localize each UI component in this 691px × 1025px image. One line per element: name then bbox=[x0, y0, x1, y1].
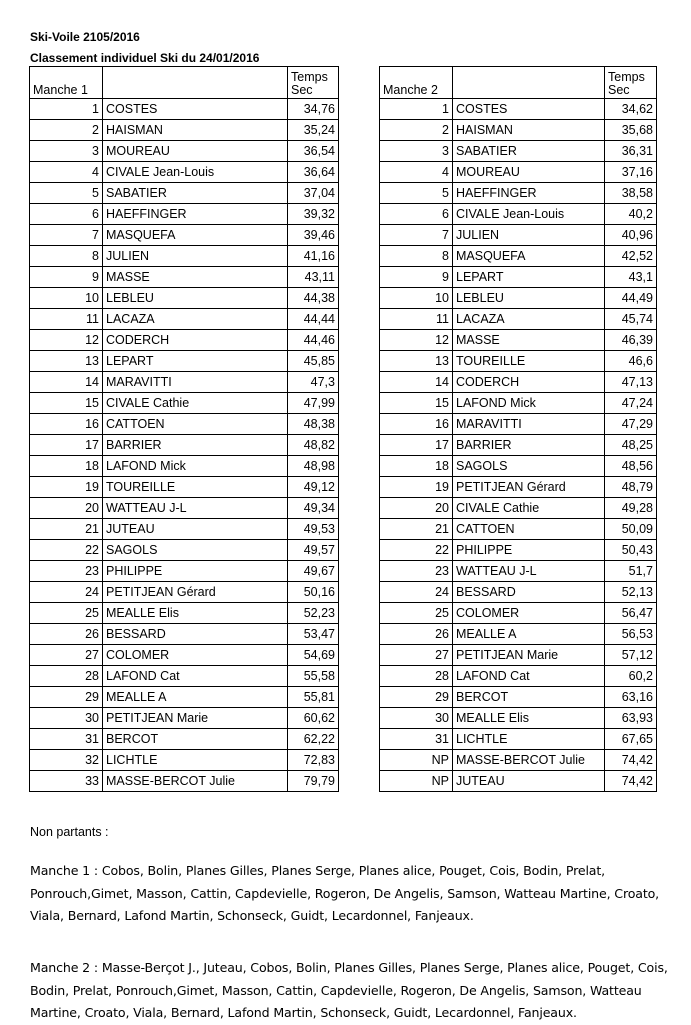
name-cell: LAFOND Mick bbox=[103, 456, 288, 477]
name-cell: LAFOND Cat bbox=[453, 666, 605, 687]
time-column-header bbox=[605, 67, 657, 99]
name-cell: BARRIER bbox=[103, 435, 288, 456]
table-row bbox=[380, 246, 657, 267]
table-row bbox=[30, 162, 339, 183]
table-row bbox=[380, 687, 657, 708]
non-partants-title: Non partants : bbox=[30, 825, 109, 839]
time-cell: 63,93 bbox=[605, 708, 657, 729]
table-row bbox=[380, 393, 657, 414]
rank-cell: 25 bbox=[30, 603, 103, 624]
table-row bbox=[380, 603, 657, 624]
rank-cell: 12 bbox=[30, 330, 103, 351]
name-column-header bbox=[453, 67, 605, 99]
time-cell: 48,79 bbox=[605, 477, 657, 498]
rank-cell: 14 bbox=[30, 372, 103, 393]
time-cell: 60,62 bbox=[288, 708, 339, 729]
rank-cell: 10 bbox=[380, 288, 453, 309]
time-header-line-1: Temps bbox=[608, 70, 645, 84]
table-row bbox=[380, 561, 657, 582]
rank-cell: 15 bbox=[380, 393, 453, 414]
name-cell: MASSE-BERCOT Julie bbox=[103, 771, 288, 792]
table-row bbox=[380, 435, 657, 456]
name-cell: JULIEN bbox=[103, 246, 288, 267]
time-cell: 44,49 bbox=[605, 288, 657, 309]
time-cell: 67,65 bbox=[605, 729, 657, 750]
rank-cell: 4 bbox=[380, 162, 453, 183]
name-cell: PETITJEAN Marie bbox=[453, 645, 605, 666]
time-cell: 50,09 bbox=[605, 519, 657, 540]
rank-cell: 32 bbox=[30, 750, 103, 771]
table-row bbox=[380, 540, 657, 561]
table-row bbox=[30, 288, 339, 309]
time-cell: 48,38 bbox=[288, 414, 339, 435]
table-row bbox=[30, 246, 339, 267]
table-row bbox=[30, 519, 339, 540]
name-cell: PHILIPPE bbox=[103, 561, 288, 582]
time-cell: 55,58 bbox=[288, 666, 339, 687]
time-cell: 37,16 bbox=[605, 162, 657, 183]
table-row bbox=[380, 729, 657, 750]
table-row bbox=[30, 435, 339, 456]
time-cell: 49,57 bbox=[288, 540, 339, 561]
table-row bbox=[30, 666, 339, 687]
name-cell: COSTES bbox=[453, 99, 605, 120]
rank-cell: 33 bbox=[30, 771, 103, 792]
rank-cell: 9 bbox=[30, 267, 103, 288]
time-cell: 49,53 bbox=[288, 519, 339, 540]
rank-cell: 30 bbox=[380, 708, 453, 729]
table-row bbox=[380, 771, 657, 792]
name-cell: CIVALE Cathie bbox=[103, 393, 288, 414]
name-cell: HAISMAN bbox=[103, 120, 288, 141]
rank-cell: 21 bbox=[380, 519, 453, 540]
rank-cell: 22 bbox=[380, 540, 453, 561]
name-cell: PHILIPPE bbox=[453, 540, 605, 561]
non-partants-manche-2: Manche 2 : Masse-Berçot J., Juteau, Cobos, Bolin, Planes Gilles, Planes Serge, Planes alice, Pouget, Cois, Bodin, Prelat, Ponrouch,Gimet, Masson, Cattin, Capdevielle, Rogeron, De Angelis, Samson, Watteau Martine, Croato, Viala, Bernard, Lafond Martin, Schonseck, Guidt, Lecardonnel, Fanjeaux. bbox=[30, 960, 668, 1020]
time-cell: 36,64 bbox=[288, 162, 339, 183]
manche-label: Manche 1 bbox=[30, 67, 103, 99]
table-row bbox=[30, 708, 339, 729]
table-row bbox=[30, 603, 339, 624]
rank-cell: 30 bbox=[30, 708, 103, 729]
rank-cell: 6 bbox=[380, 204, 453, 225]
rank-cell: 26 bbox=[380, 624, 453, 645]
table-row bbox=[380, 141, 657, 162]
rank-cell: 29 bbox=[380, 687, 453, 708]
time-cell: 48,82 bbox=[288, 435, 339, 456]
time-cell: 51,7 bbox=[605, 561, 657, 582]
table-row bbox=[30, 582, 339, 603]
rank-cell: 27 bbox=[30, 645, 103, 666]
rank-cell: 26 bbox=[30, 624, 103, 645]
rank-cell: 20 bbox=[30, 498, 103, 519]
table-row bbox=[30, 477, 339, 498]
rank-cell: NP bbox=[380, 771, 453, 792]
time-cell: 40,96 bbox=[605, 225, 657, 246]
time-cell: 49,28 bbox=[605, 498, 657, 519]
name-cell: BERCOT bbox=[103, 729, 288, 750]
time-cell: 44,38 bbox=[288, 288, 339, 309]
table-row bbox=[380, 582, 657, 603]
time-cell: 40,2 bbox=[605, 204, 657, 225]
name-cell: CODERCH bbox=[453, 372, 605, 393]
name-cell: MARAVITTI bbox=[453, 414, 605, 435]
time-cell: 47,24 bbox=[605, 393, 657, 414]
name-cell: HAEFFINGER bbox=[453, 183, 605, 204]
table-row bbox=[30, 204, 339, 225]
time-cell: 49,34 bbox=[288, 498, 339, 519]
name-cell: MEALLE A bbox=[103, 687, 288, 708]
time-cell: 54,69 bbox=[288, 645, 339, 666]
rank-cell: 1 bbox=[380, 99, 453, 120]
time-cell: 56,53 bbox=[605, 624, 657, 645]
rank-cell: 6 bbox=[30, 204, 103, 225]
rank-cell: 23 bbox=[30, 561, 103, 582]
table-row bbox=[380, 519, 657, 540]
rank-cell: 18 bbox=[30, 456, 103, 477]
time-cell: 45,85 bbox=[288, 351, 339, 372]
rank-cell: 17 bbox=[30, 435, 103, 456]
time-cell: 46,6 bbox=[605, 351, 657, 372]
table-row bbox=[380, 183, 657, 204]
time-cell: 34,76 bbox=[288, 99, 339, 120]
time-cell: 57,12 bbox=[605, 645, 657, 666]
time-cell: 37,04 bbox=[288, 183, 339, 204]
time-cell: 43,1 bbox=[605, 267, 657, 288]
rank-cell: 7 bbox=[30, 225, 103, 246]
name-cell: WATTEAU J-L bbox=[453, 561, 605, 582]
time-header-line-1: Temps bbox=[291, 70, 328, 84]
rank-cell: 24 bbox=[30, 582, 103, 603]
time-cell: 74,42 bbox=[605, 750, 657, 771]
time-cell: 38,58 bbox=[605, 183, 657, 204]
name-cell: MASQUEFA bbox=[103, 225, 288, 246]
table-row bbox=[380, 288, 657, 309]
time-cell: 48,25 bbox=[605, 435, 657, 456]
table-row bbox=[380, 750, 657, 771]
rank-cell: 16 bbox=[380, 414, 453, 435]
time-cell: 72,83 bbox=[288, 750, 339, 771]
name-cell: SAGOLS bbox=[453, 456, 605, 477]
name-cell: LEBLEU bbox=[453, 288, 605, 309]
table-row bbox=[30, 351, 339, 372]
name-cell: CIVALE Jean-Louis bbox=[453, 204, 605, 225]
name-cell: LACAZA bbox=[103, 309, 288, 330]
rank-cell: 23 bbox=[380, 561, 453, 582]
rank-cell: 13 bbox=[30, 351, 103, 372]
time-cell: 47,29 bbox=[605, 414, 657, 435]
time-cell: 53,47 bbox=[288, 624, 339, 645]
name-cell: SABATIER bbox=[103, 183, 288, 204]
table-row bbox=[380, 225, 657, 246]
time-cell: 62,22 bbox=[288, 729, 339, 750]
time-cell: 47,13 bbox=[605, 372, 657, 393]
name-cell: CATTOEN bbox=[103, 414, 288, 435]
table-row bbox=[380, 498, 657, 519]
table-row bbox=[30, 393, 339, 414]
rank-cell: 5 bbox=[30, 183, 103, 204]
name-column-header bbox=[103, 67, 288, 99]
rank-cell: 24 bbox=[380, 582, 453, 603]
name-cell: TOUREILLE bbox=[453, 351, 605, 372]
time-cell: 39,46 bbox=[288, 225, 339, 246]
rank-cell: 2 bbox=[380, 120, 453, 141]
table-row bbox=[380, 624, 657, 645]
name-cell: CIVALE Jean-Louis bbox=[103, 162, 288, 183]
time-cell: 34,62 bbox=[605, 99, 657, 120]
rank-cell: 28 bbox=[380, 666, 453, 687]
rank-cell: 16 bbox=[30, 414, 103, 435]
table-row bbox=[30, 225, 339, 246]
table-row bbox=[30, 267, 339, 288]
name-cell: LEPART bbox=[103, 351, 288, 372]
time-cell: 60,2 bbox=[605, 666, 657, 687]
rank-cell: 7 bbox=[380, 225, 453, 246]
time-cell: 45,74 bbox=[605, 309, 657, 330]
time-cell: 49,12 bbox=[288, 477, 339, 498]
table-row bbox=[30, 99, 339, 120]
name-cell: LACAZA bbox=[453, 309, 605, 330]
name-cell: COLOMER bbox=[103, 645, 288, 666]
name-cell: WATTEAU J-L bbox=[103, 498, 288, 519]
table-row bbox=[30, 120, 339, 141]
time-header-line-2: Sec bbox=[291, 83, 313, 97]
time-cell: 44,46 bbox=[288, 330, 339, 351]
table-row bbox=[380, 456, 657, 477]
name-cell: MOUREAU bbox=[453, 162, 605, 183]
table-row bbox=[30, 141, 339, 162]
table-row bbox=[30, 183, 339, 204]
table-row bbox=[30, 624, 339, 645]
name-cell: MASSE bbox=[103, 267, 288, 288]
table-row bbox=[380, 204, 657, 225]
manche-label: Manche 2 bbox=[380, 67, 453, 99]
table-row bbox=[30, 540, 339, 561]
time-cell: 35,68 bbox=[605, 120, 657, 141]
name-cell: COSTES bbox=[103, 99, 288, 120]
time-cell: 56,47 bbox=[605, 603, 657, 624]
name-cell: PETITJEAN Gérard bbox=[103, 582, 288, 603]
name-cell: BARRIER bbox=[453, 435, 605, 456]
table-row bbox=[380, 414, 657, 435]
name-cell: JULIEN bbox=[453, 225, 605, 246]
table-row bbox=[30, 372, 339, 393]
rank-cell: 14 bbox=[380, 372, 453, 393]
name-cell: MEALLE Elis bbox=[453, 708, 605, 729]
time-cell: 42,52 bbox=[605, 246, 657, 267]
rank-cell: 10 bbox=[30, 288, 103, 309]
name-cell: BESSARD bbox=[103, 624, 288, 645]
name-cell: LAFOND Cat bbox=[103, 666, 288, 687]
name-cell: CIVALE Cathie bbox=[453, 498, 605, 519]
name-cell: LEPART bbox=[453, 267, 605, 288]
time-cell: 50,43 bbox=[605, 540, 657, 561]
table-row bbox=[380, 120, 657, 141]
time-cell: 49,67 bbox=[288, 561, 339, 582]
time-cell: 48,98 bbox=[288, 456, 339, 477]
time-cell: 50,16 bbox=[288, 582, 339, 603]
document-title: Ski-Voile 2105/2016 bbox=[30, 30, 140, 44]
table-row bbox=[380, 309, 657, 330]
table-row bbox=[30, 309, 339, 330]
table-row bbox=[380, 477, 657, 498]
table-row bbox=[30, 729, 339, 750]
rank-cell: 12 bbox=[380, 330, 453, 351]
time-cell: 39,32 bbox=[288, 204, 339, 225]
table-row bbox=[380, 645, 657, 666]
time-cell: 46,39 bbox=[605, 330, 657, 351]
time-cell: 36,54 bbox=[288, 141, 339, 162]
rank-cell: 25 bbox=[380, 603, 453, 624]
name-cell: HAEFFINGER bbox=[103, 204, 288, 225]
name-cell: MEALLE Elis bbox=[103, 603, 288, 624]
rank-cell: 28 bbox=[30, 666, 103, 687]
time-cell: 35,24 bbox=[288, 120, 339, 141]
name-cell: LICHTLE bbox=[453, 729, 605, 750]
name-cell: BESSARD bbox=[453, 582, 605, 603]
time-cell: 52,23 bbox=[288, 603, 339, 624]
name-cell: MARAVITTI bbox=[103, 372, 288, 393]
name-cell: SABATIER bbox=[453, 141, 605, 162]
rank-cell: 4 bbox=[30, 162, 103, 183]
rank-cell: 3 bbox=[30, 141, 103, 162]
rank-cell: 31 bbox=[380, 729, 453, 750]
rank-cell: 11 bbox=[30, 309, 103, 330]
name-cell: SAGOLS bbox=[103, 540, 288, 561]
name-cell: JUTEAU bbox=[103, 519, 288, 540]
name-cell: MASSE bbox=[453, 330, 605, 351]
rank-cell: 8 bbox=[380, 246, 453, 267]
time-column-header bbox=[288, 67, 339, 99]
table-row bbox=[380, 708, 657, 729]
non-partants-manche-1: Manche 1 : Cobos, Bolin, Planes Gilles, Planes Serge, Planes alice, Pouget, Cois, Bodin, Prelat, Ponrouch,Gimet, Masson, Cattin, Capdevielle, Rogeron, De Angelis, Samson, Watteau Martine, Croato, Viala, Bernard, Lafond Martin, Schonseck, Guidt, Lecardonnel, Fanjeaux. bbox=[30, 863, 660, 923]
table-row bbox=[380, 372, 657, 393]
rank-cell: 17 bbox=[380, 435, 453, 456]
rank-cell: 27 bbox=[380, 645, 453, 666]
name-cell: PETITJEAN Marie bbox=[103, 708, 288, 729]
time-cell: 74,42 bbox=[605, 771, 657, 792]
name-cell: PETITJEAN Gérard bbox=[453, 477, 605, 498]
rank-cell: 13 bbox=[380, 351, 453, 372]
rank-cell: 3 bbox=[380, 141, 453, 162]
rank-cell: 11 bbox=[380, 309, 453, 330]
name-cell: MASQUEFA bbox=[453, 246, 605, 267]
table-row bbox=[380, 162, 657, 183]
table-row bbox=[380, 99, 657, 120]
table-row bbox=[30, 645, 339, 666]
time-cell: 47,3 bbox=[288, 372, 339, 393]
time-cell: 55,81 bbox=[288, 687, 339, 708]
name-cell: CODERCH bbox=[103, 330, 288, 351]
time-header-line-2: Sec bbox=[608, 83, 630, 97]
time-cell: 52,13 bbox=[605, 582, 657, 603]
name-cell: HAISMAN bbox=[453, 120, 605, 141]
rank-cell: 9 bbox=[380, 267, 453, 288]
table-row bbox=[30, 330, 339, 351]
time-cell: 48,56 bbox=[605, 456, 657, 477]
table-row bbox=[30, 687, 339, 708]
rank-cell: 15 bbox=[30, 393, 103, 414]
name-cell: LEBLEU bbox=[103, 288, 288, 309]
rank-cell: 19 bbox=[30, 477, 103, 498]
time-cell: 79,79 bbox=[288, 771, 339, 792]
table-row bbox=[30, 498, 339, 519]
table-row bbox=[380, 666, 657, 687]
rank-cell: 20 bbox=[380, 498, 453, 519]
rank-cell: 8 bbox=[30, 246, 103, 267]
name-cell: BERCOT bbox=[453, 687, 605, 708]
rank-cell: 22 bbox=[30, 540, 103, 561]
name-cell: JUTEAU bbox=[453, 771, 605, 792]
results-table-manche-2 bbox=[379, 66, 657, 792]
table-row bbox=[380, 330, 657, 351]
time-cell: 43,11 bbox=[288, 267, 339, 288]
table-header-row bbox=[30, 67, 339, 99]
name-cell: MOUREAU bbox=[103, 141, 288, 162]
time-cell: 44,44 bbox=[288, 309, 339, 330]
table-row bbox=[30, 750, 339, 771]
rank-cell: 5 bbox=[380, 183, 453, 204]
table-row bbox=[380, 351, 657, 372]
time-cell: 47,99 bbox=[288, 393, 339, 414]
name-cell: CATTOEN bbox=[453, 519, 605, 540]
name-cell: MASSE-BERCOT Julie bbox=[453, 750, 605, 771]
rank-cell: NP bbox=[380, 750, 453, 771]
time-cell: 63,16 bbox=[605, 687, 657, 708]
rank-cell: 18 bbox=[380, 456, 453, 477]
name-cell: TOUREILLE bbox=[103, 477, 288, 498]
rank-cell: 2 bbox=[30, 120, 103, 141]
rank-cell: 1 bbox=[30, 99, 103, 120]
table-header-row bbox=[380, 67, 657, 99]
document-subtitle: Classement individuel Ski du 24/01/2016 bbox=[30, 51, 260, 65]
rank-cell: 31 bbox=[30, 729, 103, 750]
time-cell: 36,31 bbox=[605, 141, 657, 162]
name-cell: COLOMER bbox=[453, 603, 605, 624]
table-row bbox=[30, 414, 339, 435]
table-row bbox=[380, 267, 657, 288]
results-table-manche-1 bbox=[29, 66, 339, 792]
table-row bbox=[30, 771, 339, 792]
rank-cell: 21 bbox=[30, 519, 103, 540]
rank-cell: 29 bbox=[30, 687, 103, 708]
time-cell: 41,16 bbox=[288, 246, 339, 267]
rank-cell: 19 bbox=[380, 477, 453, 498]
name-cell: LAFOND Mick bbox=[453, 393, 605, 414]
table-row bbox=[30, 456, 339, 477]
table-row bbox=[30, 561, 339, 582]
name-cell: MEALLE A bbox=[453, 624, 605, 645]
name-cell: LICHTLE bbox=[103, 750, 288, 771]
